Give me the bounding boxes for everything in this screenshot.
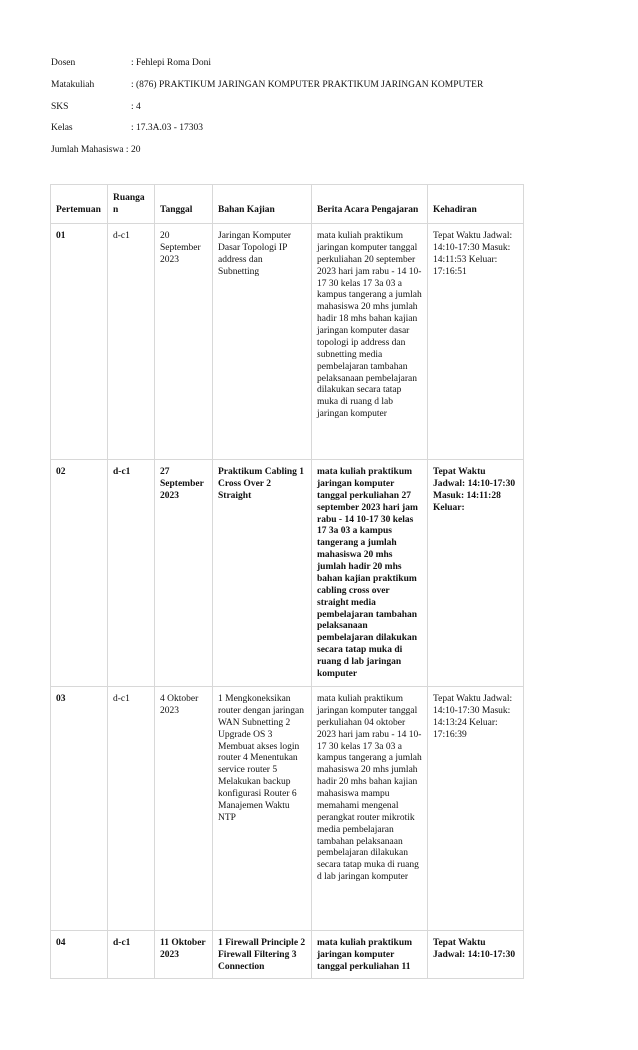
cell-berita-acara: mata kuliah praktikum jaringan komputer tanggal perkuliahan 20 september 2023 hari jam rabu - 14 10-17 30 kelas 17 3a 03 a kampus tangerang a jumlah mahasiswa 20 mhs jumlah hadir 18 mhs bahan kajian jaringan komputer dasar topologi ip address dan subnetting media pembelajaran tambahan pelaksanaan pembelajaran dilakukan secara tatap muka di ruang d lab jaringan komputer <box>312 224 428 460</box>
cell-bahan-kajian: Praktikum Cabling 1 Cross Over 2 Straight <box>213 460 312 687</box>
cell-bahan-kajian: 1 Firewall Principle 2 Firewall Filtering 3 Connection <box>213 931 312 979</box>
column-header: Pertemuan <box>51 185 108 224</box>
info-value: : (876) PRAKTIKUM JARINGAN KOMPUTER PRAKTIKUM JARINGAN KOMPUTER <box>131 79 484 90</box>
info-label: Dosen <box>51 58 76 68</box>
info-label: SKS <box>51 101 69 112</box>
cell-bahan-kajian: 1 Mengkoneksikan router dengan jaringan WAN Subnetting 2 Upgrade OS 3 Membuat akses login router 4 Menentukan service router 5 Melakukan backup konfigurasi Router 6 Manajemen Waktu NTP <box>213 687 312 931</box>
cell-pertemuan: 03 <box>51 687 108 931</box>
cell-tanggal: 11 Oktober 2023 <box>155 931 213 979</box>
info-label: Kelas <box>51 123 73 134</box>
table-row <box>51 460 524 687</box>
info-row-jumlah-mahasiswa <box>51 145 140 167</box>
cell-tanggal: 27 September 2023 <box>155 460 213 687</box>
info-row-matakuliah <box>51 79 484 102</box>
cell-ruangan: d-c1 <box>108 460 155 687</box>
info-label: Jumlah Mahasiswa : 20 <box>51 145 141 156</box>
table-header-row <box>51 185 524 224</box>
cell-tanggal: 4 Oktober 2023 <box>155 687 213 931</box>
column-header: Kehadiran <box>428 185 524 224</box>
info-row-sks <box>51 102 140 124</box>
table-row <box>51 687 524 931</box>
attendance-table <box>50 184 524 979</box>
cell-pertemuan: 01 <box>51 224 108 460</box>
cell-ruangan: d-c1 <box>108 224 155 460</box>
info-value: : 4 <box>131 101 141 112</box>
column-header: Berita Acara Pengajaran <box>312 185 428 224</box>
info-value: : Fehlepi Roma Doni <box>131 58 211 68</box>
cell-pertemuan: 04 <box>51 931 108 979</box>
cell-kehadiran: Tepat Waktu Jadwal: 14:10-17:30 Masuk: 14:13:24 Keluar: 17:16:39 <box>428 687 524 931</box>
column-header: Ruangan <box>108 185 155 224</box>
cell-ruangan: d-c1 <box>108 931 155 979</box>
cell-bahan-kajian: Jaringan Komputer Dasar Topologi IP address dan Subnetting <box>213 224 312 460</box>
cell-berita-acara: mata kuliah praktikum jaringan komputer tanggal perkuliahan 04 oktober 2023 hari jam rabu - 14 10-17 30 kelas 17 3a 03 a kampus tangerang a jumlah mahasiswa 20 mhs jumlah hadir 20 mhs bahan kajian mahasiswa mampu memahami mengenal perangkat router mikrotik media pembelajaran tambahan pelaksanaan pembelajaran dilakukan secara tatap muka di ruang d lab jaringan komputer <box>312 687 428 931</box>
cell-tanggal: 20 September 2023 <box>155 224 213 460</box>
column-header: Tanggal <box>155 185 213 224</box>
cell-kehadiran: Tepat Waktu Jadwal: 14:10-17:30 Masuk: 14:11:53 Keluar: 17:16:51 <box>428 224 524 460</box>
info-row-kelas <box>51 123 204 145</box>
info-label: Matakuliah <box>51 79 95 90</box>
cell-berita-acara: mata kuliah praktikum jaringan komputer tanggal perkuliahan 27 september 2023 hari jam rabu - 14 10-17 30 kelas 17 3a 03 a kampus tangerang a jumlah mahasiswa 20 mhs jumlah hadir 20 mhs bahan kajian praktikum cabling cross over straight media pembelajaran tambahan pelaksanaan pembelajaran dilakukan secara tatap muka di ruang d lab jaringan komputer <box>312 460 428 687</box>
cell-ruangan: d-c1 <box>108 687 155 931</box>
table-row <box>51 931 524 979</box>
cell-kehadiran: Tepat Waktu Jadwal: 14:10-17:30 Masuk: 14:11:28 Keluar: <box>428 460 524 687</box>
cell-pertemuan: 02 <box>51 460 108 687</box>
info-row-dosen <box>51 58 211 80</box>
table-row <box>51 224 524 460</box>
cell-berita-acara: mata kuliah praktikum jaringan komputer tanggal perkuliahan 11 <box>312 931 428 979</box>
info-value: : 17.3A.03 - 17303 <box>131 123 204 134</box>
course-info <box>51 58 484 167</box>
column-header: Bahan Kajian <box>213 185 312 224</box>
cell-kehadiran: Tepat Waktu Jadwal: 14:10-17:30 <box>428 931 524 979</box>
